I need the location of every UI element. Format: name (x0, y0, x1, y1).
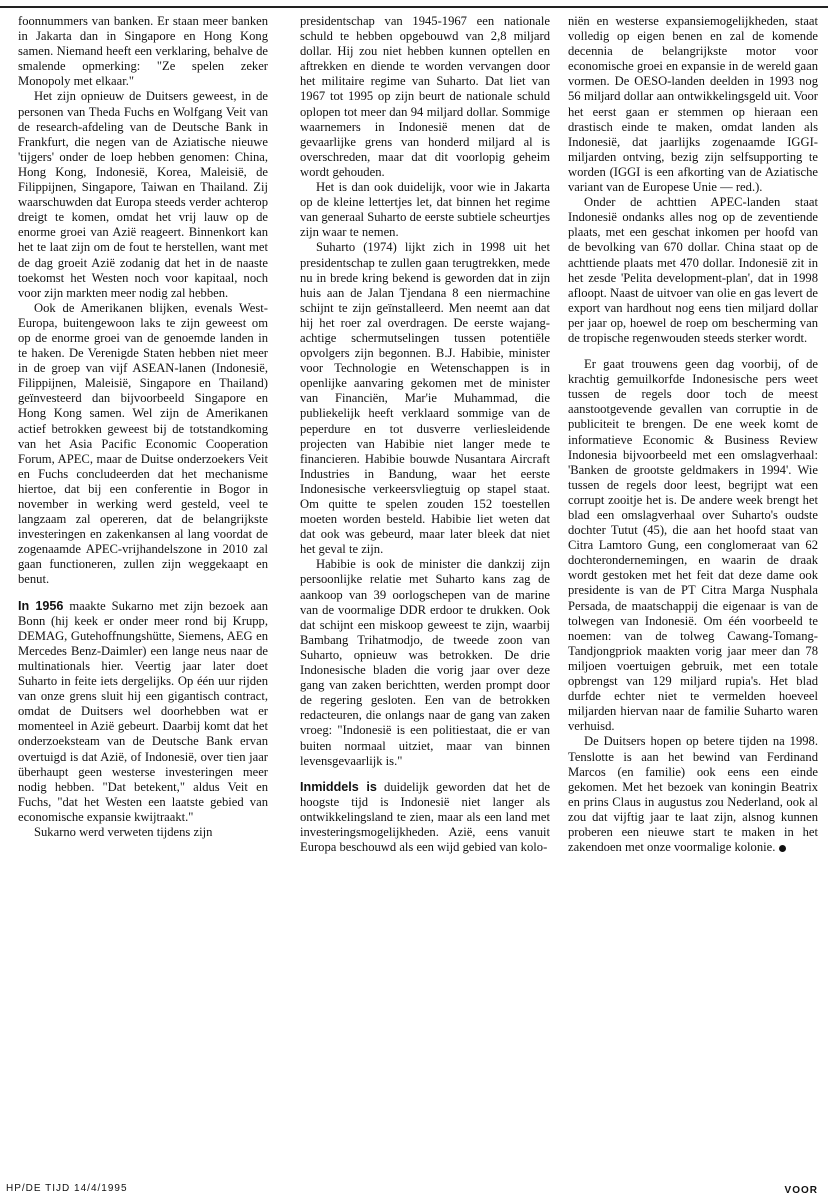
paragraph-text: De Duitsers hopen op betere tijden na 1998. Tenslotte is aan het bewind van Ferdinand Marcos (en familie) ook eens een einde gekomen. Met het bezoek van koningin Beatrix en prins Claus in augustus zou Nederland, ook al zou dat vijftig jaar te laat zijn, alsnog kunnen proberen een nieuwe start te maken in het zakendoen met onze voormalige kolonie. (568, 734, 818, 855)
paragraph-text: maakte Sukarno met zijn bezoek aan Bonn (hij keek er onder meer rond bij Krupp, DEMAG, Gutehoffnungshütte, Siemens, AEG en Mercedes Benz-Daimler) een lange neus naar de multinationals hier. Veertig jaar later doet Suharto in feite iets dergelijks. Op één uur rijden van onze grens sluit hij een gigantisch contract, omdat de Duitsers wel doorhebben wat er momenteel in Azië gebeurt. Daarbij komt dat het onderzoeksteam van de Deutsche Bank ervan overtuigd is dat Azië, of Indonesië, over tien jaar überhaupt geen westerse investeringen meer nodig hebben. "Dat betekent," aldus Veit en Fuchs, "dat het Westen een laatste gebied van economische expansie kwijtraakt." (18, 598, 268, 824)
paragraph-text: Onder de achttien APEC-landen staat Indonesië ondanks alles nog op de zeventiende plaats, met een geschat inkomen per hoofd van de bevolking van 670 dollar. China staat op de achttiende plaats met 470 dollar. Indonesië zit in het zesde 'Pelita development-plan', dat in 1998 afloopt. Naast de uitvoer van olie en gas levert de export van hardhout nog eens tien miljard dollar per jaar op, hoewel de roep om bescherming van de tropische regenwouden steeds sterker wordt. (568, 195, 818, 345)
paragraph (18, 89, 268, 300)
paragraph-text: Sukarno werd verweten tijdens zijn (34, 824, 213, 839)
paragraph (18, 825, 268, 840)
paragraph (300, 240, 550, 557)
paragraph (300, 14, 550, 180)
column-3 (568, 14, 818, 855)
paragraph-text: presidentschap van 1945-1967 een nationale schuld te hebben opgebouwd van 2,8 miljard dollar. Hij zou niet hebben kunnen optellen en aftrekken en diende te worden vervangen door het militaire regime van Suharto. Dat liet van 1967 tot 1995 op zijn beurt de nationale schuld oplopen tot meer dan 94 miljard dollar. Sommige waarnemers in Indonesië menen dat de gevaarlijke grens van honderd miljard al is overschreden, maar dat dit voorlopig geheim wordt gehouden. (300, 14, 550, 179)
top-rule (0, 6, 828, 8)
paragraph-text: foonnummers van banken. Er staan meer banken in Jakarta dan in Singapore en Hong Kong samen. Niemand heeft een verklaring, behalve de smalende opmerking: "Ze spelen zeker Monopoly met elkaar." (18, 14, 268, 89)
paragraph-text: Er gaat trouwens geen dag voorbij, of de krachtig gemuilkorfde Indonesische pers weet tussen de regels door toch de meest aanstootgevende gevallen van corruptie in de publiciteit te brengen. De ene week komt de informatieve Economic & Business Review Indonesia bijvoorbeeld met een omslagverhaal: 'Banken de grootste geldmakers in 1994'. Wie tussen de regels door leest, begrijpt wat een corrupt zooitje het is. De andere week brengt het blad een omslagverhaal over Suharto's oudste dochter Tutut (45), die aan het hoofd staat van Citra Lamtoro Gung, een conglomeraat van 62 dochterondernemingen, en waarin de draak wordt gestoken met het feit dat deze dame ook presidente is van de PT Citra Marga Nusphala Persada, de maatschappij die eigenaar is van de tolwegen van Indonesië. Om één voorbeeld te noemen: van de tolweg Cawang-Tomang-Tandjongpriok maakten vorig jaar meer dan 78 miljoen voertuigen gebruik, met een totale opbrengst van 129 miljard rupia's. Het blad durfde echter niet te vermelden hoeveel miljarden hiervan naar de familie Suharto waren verhuisd. (568, 357, 818, 734)
paragraph-text: Het is dan ook duidelijk, voor wie in Jakarta op de kleine lettertjes let, dat binnen het regime van generaal Suharto de eerste subtiele scheurtjes zijn waar te nemen. (300, 180, 550, 240)
paragraph (300, 557, 550, 768)
paragraph (300, 180, 550, 240)
paragraph (568, 357, 818, 734)
paragraph (568, 195, 818, 346)
paragraph-text: Suharto (1974) lijkt zich in 1998 uit het presidentschap te zullen gaan terugtrekken, mede nu in brede kring bekend is geworden dat in zijn huis aan de Jalan Tjendana 8 een niermachine schijnt te zijn geïnstalleerd. Men neemt aan dat hij het roer zal overdragen. De eerste wajang-achtige schermutselingen tussen potentiële opvolgers zijn begonnen. B.J. Habibie, minister voor Technologie en Wetenschappen is in openlijke aanvaring gekomen met de minister van Financiën, Mar'ie Muhammad, die publiekelijk heeft verklaard sommige van de peperdure en tot dusverre verliesleidende projecten van Habibie niet langer mede te financieren. Habibie bouwde Nusantara Aircraft Industries in Bandung, waar het eerste Indonesische verkeersvliegtuig op stapel staat. Om quitte te spelen zouden 152 toestellen moeten worden besteld. Habibie liet weten dat dat ook was gebeurd, maar later bleek dat niet het geval te zijn. (300, 240, 550, 557)
footer-next-page: VOOR (784, 1185, 818, 1196)
end-of-article-bullet (779, 845, 786, 852)
footer-publication-date: HP/DE TIJD 14/4/1995 (6, 1183, 128, 1194)
paragraph (568, 14, 818, 195)
paragraph-lead-in: In 1956 (18, 598, 64, 613)
paragraph (18, 301, 268, 588)
paragraph-text: Ook de Amerikanen blijken, evenals West-Europa, buitengewoon laks te zijn geweest om op de enorme groei van de genoemde landen in te haken. De Verenigde Staten hebben niet meer in de groep van vijf ASEAN-lanen (Indonesië, Filippijnen, Maleisië, Singapore en Thailand) geïnvesteerd dan bijvoorbeeld Singapore en Hong Kong samen. Wel zijn de Amerikanen actief betrokken geweest bij de totstandkoming van het Asia Pacific Economic Cooperation Forum, APEC, maar de Duitse onderzoekers Veit en Fuchs concludeerden dat het mechanisme hiertoe, dat bij een conferentie in Bogor in november in werking werd gesteld, veel te langzaam zal opereren, dat de belangrijkste investeringen en zakenkansen al lang voordat de zogenaamde APEC-vrijhandelszone in 2010 zal gaan functioneren, zullen zijn weggekaapt en benut. (18, 300, 268, 587)
paragraph (300, 780, 550, 855)
paragraph-lead-in: Inmiddels is (300, 779, 377, 794)
paragraph (18, 599, 268, 825)
column-2 (300, 14, 550, 855)
paragraph-text: niën en westerse expansiemogelijkheden, staat volledig op eigen benen en zal de komende decennia de belangrijkste motor voor economische groei en expansie in de wereld gaan vormen. De OESO-landen deelden in 1993 nog 56 miljard dollar aan ontwikkelingsgeld uit. Voor het eerst gaan er stemmen op hieraan een drastisch einde te maken, omdat landen als Indonesië, dat jaarlijks zogenaamde IGGI-miljarden ontving, bezig zijn selfsupporting te worden (IGGI is een afkorting van de Aziatische variant van de Europese Unie — red.). (568, 14, 818, 195)
column-1 (18, 14, 268, 840)
paragraph (18, 14, 268, 89)
paragraph (568, 734, 818, 855)
paragraph-text: Habibie is ook de minister die dankzij zijn persoonlijke relatie met Suharto kans zag de aankoop van 39 oorlogschepen van de marine van de voormalige DDR erdoor te drukken. Ook dat schijnt een miskoop geweest te zijn, waarbij Bambang Trihatmodjo, de tweede zoon van Suharto, opnieuw was betrokken. De drie Indonesische bladen die vorig jaar over deze gang van zaken berichtten, werden prompt door de regering gesloten. Een van de betrokken redacteuren, die onlangs naar de gang van zaken vroeg: "Indonesië is een politiestaat, die er van buiten normaal uitziet, maar van binnen levensgevaarlijk is." (300, 557, 550, 768)
paragraph-text: duidelijk geworden dat het de hoogste tijd is Indonesië niet langer als ontwikkelingsland te zien, maar als een land met investeringsmogelijkheden. Azië, eens vanuit Europa beschouwd als een wijd gebied van kolo- (300, 779, 550, 855)
paragraph-text: Het zijn opnieuw de Duitsers geweest, in de personen van Theda Fuchs en Wolfgang Veit van de research-afdeling van de Deutsche Bank in Frankfurt, die negen van de Aziatische nieuwe 'tijgers' onder de loep hebben genomen: China, Hong Kong, Indonesië, Korea, Maleisië, de Filippijnen, Singapore, Taiwan en Thailand. Zij waarschuwden dat Europa steeds verder achterop dreigt te komen, omdat het vrij lauw op de enorme groei van Azië reageert. Binnenkort kan het te laat zijn om de fout te herstellen, want met de dag groeit Azië zodanig dat het in de naaste toekomst het Westen noch voor kapitaal, noch voor zijn markten meer nodig zal hebben. (18, 89, 268, 300)
